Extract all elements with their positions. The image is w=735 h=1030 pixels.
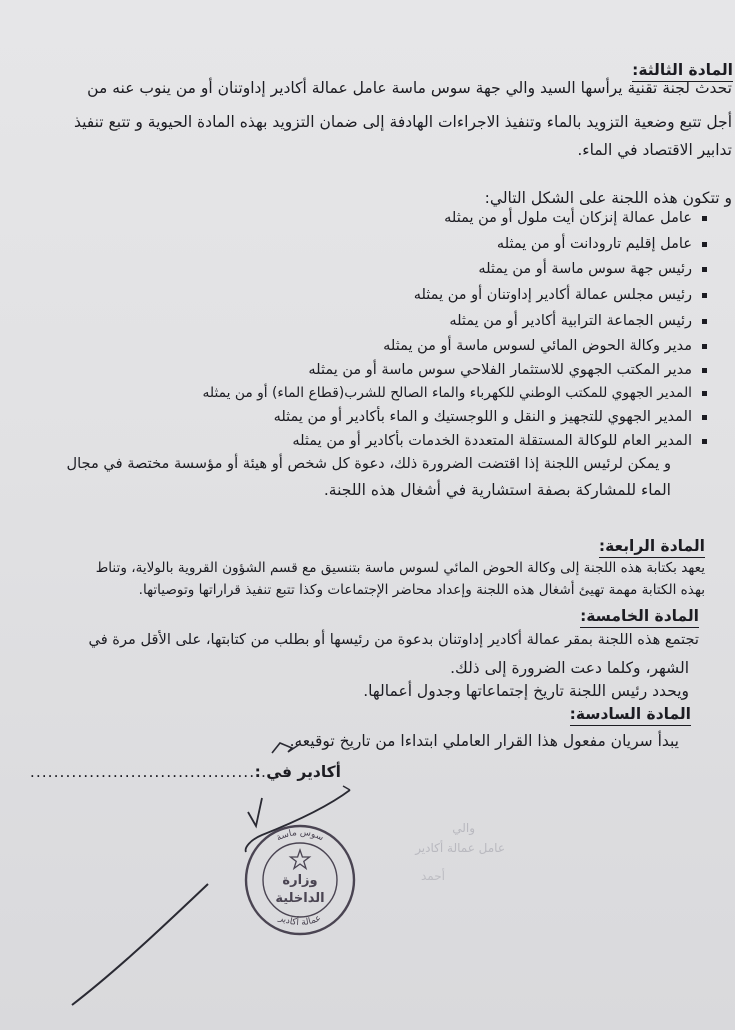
member-item: المدير الجهوي للتجهيز و النقل و اللوجستيك و الماء بأكادير أو من يمثله xyxy=(274,407,707,427)
member-item: رئيس مجلس عمالة أكادير إداوتنان أو من يمثله xyxy=(414,285,707,305)
article5-line-3: ويحدد رئيس اللجنة تاريخ إجتماعاتها وجدول أعمالها. xyxy=(363,682,689,700)
article4-line-2: بهذه الكتابة مهمة تهيئ أشغال هذه اللجنة وإعداد محاضر الإجتماعات وكذا تتبع تنفيذ قراراتها وتوصياتها. xyxy=(138,582,705,598)
official-stamp xyxy=(246,826,354,934)
article3-line-3: تدابير الاقتصاد في الماء. xyxy=(577,141,732,159)
star-icon xyxy=(291,850,310,868)
member-item: مدير وكالة الحوض المائي لسوس ماسة أو من يمثله xyxy=(383,336,707,356)
member-item: عامل عمالة إنزكان أيت ملول أو من يمثله xyxy=(444,208,707,228)
article6-line-1: يبدأ سريان مفعول هذا القرار العاملي ابتداءا من تاريخ توقيعه. xyxy=(289,732,679,750)
check-mark xyxy=(248,798,262,826)
signature-stroke-2 xyxy=(72,884,208,1005)
article6-heading: المادة السادسة: xyxy=(570,704,691,726)
member-item: المدير الجهوي للمكتب الوطني للكهرباء والماء الصالح للشرب(قطاع الماء) أو من يمثله xyxy=(203,383,707,403)
composition-intro: و تتكون هذه اللجنة على الشكل التالي: xyxy=(484,189,732,207)
faint-text-2: عامل عمالة أكادير xyxy=(415,841,505,855)
article4-line-1: يعهد بكتابة هذه اللجنة إلى وكالة الحوض المائي لسوس ماسة بتنسيق مع قسم الشؤون القروية بالولاية، وتناط xyxy=(95,560,705,576)
stamp-ring-top: سوس ماسة xyxy=(274,827,325,844)
member-item: رئيس جهة سوس ماسة أو من يمثله xyxy=(478,259,707,279)
article3-line-2: أجل تتبع وضعية التزويد بالماء وتنفيذ الاجراءات الهادفة إلى ضمان التزويد بهذه المادة الحيوية و تتبع تنفيذ xyxy=(73,113,732,131)
stamp-ring-bottom: عمالة أكادير xyxy=(277,913,323,929)
stamp-center-2: الداخلية xyxy=(275,891,325,906)
faint-text-3: أحمد xyxy=(421,869,445,883)
invite-line-2: الماء للمشاركة بصفة استشارية في أشغال هذه اللجنة. xyxy=(323,481,671,499)
article5-line-1: تجتمع هذه اللجنة بمقر عمالة أكادير إداوتنان بدعوة من رئيسها أو بطلب من كتابتها، على الأقل مرة في xyxy=(88,631,699,648)
member-item: رئيس الجماعة الترابية أكادير أو من يمثله xyxy=(449,311,707,331)
signature-scribble xyxy=(272,743,300,753)
article3-heading: المادة الثالثة: xyxy=(632,60,733,82)
article4-heading: المادة الرابعة: xyxy=(599,536,705,558)
faint-text-1: والي xyxy=(452,821,475,835)
article5-line-2: الشهر، وكلما دعت الضرورة إلى ذلك. xyxy=(450,659,689,677)
article5-heading: المادة الخامسة: xyxy=(580,606,699,628)
member-item: مدير المكتب الجهوي للاستثمار الفلاحي سوس ماسة أو من يمثله xyxy=(308,360,707,380)
place-label: أكادير في : xyxy=(254,763,341,781)
stamp-center-1: وزارة xyxy=(282,873,318,888)
article3-line-1: تحدث لجنة تقنية يرأسها السيد والي جهة سوس ماسة عامل عمالة أكادير إداوتنان أو من ينوب عنه من xyxy=(87,79,732,97)
member-item: المدير العام للوكالة المستقلة المتعددة الخدمات بأكادير أو من يمثله xyxy=(292,431,707,451)
date-dots: ........................................ xyxy=(29,763,267,781)
invite-line-1: و يمكن لرئيس اللجنة إذا اقتضت الضرورة ذلك، دعوة كل شخص أو هيئة أو مؤسسة مختصة في مجال xyxy=(66,455,671,472)
member-item: عامل إقليم تارودانت أو من يمثله xyxy=(497,234,707,254)
